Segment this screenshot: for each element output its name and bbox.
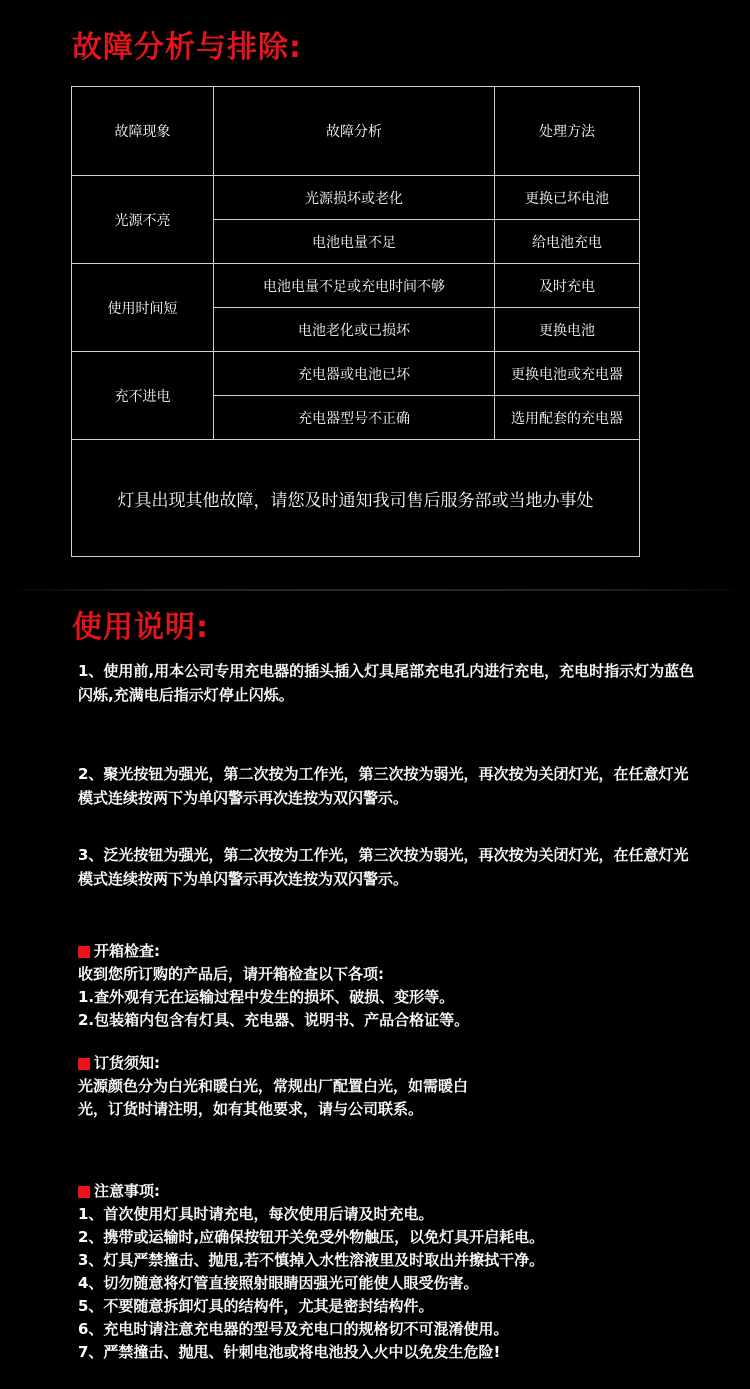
header-method: 处理方法 [495, 87, 640, 176]
symptom-cell: 光源不亮 [72, 176, 214, 264]
table-footer-row [72, 440, 640, 557]
table-row [72, 352, 640, 396]
analysis-cell: 电池电量不足或充电时间不够 [214, 264, 495, 308]
unboxing-title: 开箱检查: [94, 942, 160, 960]
symptom-cell: 使用时间短 [72, 264, 214, 352]
red-square-bullet-icon [78, 1186, 90, 1198]
method-cell: 选用配套的充电器 [495, 396, 640, 440]
notes-line: 1、首次使用灯具时请充电，每次使用后请及时充电。 [78, 1205, 434, 1223]
table-footer-note: 灯具出现其他故障，请您及时通知我司售后服务部或当地办事处 [72, 440, 640, 557]
ordering-block [78, 1052, 698, 1121]
usage-paragraph-2: 2、聚光按钮为强光，第二次按为工作光，第三次按为弱光，再次按为关闭灯光，在任意灯光模式连续按两下为单闪警示再次连按为双闪警示。 [78, 765, 689, 807]
ordering-title: 订货须知: [94, 1054, 160, 1072]
method-cell: 更换电池或充电器 [495, 352, 640, 396]
symptom-cell: 充不进电 [72, 352, 214, 440]
usage-section-title: 使用说明: [72, 610, 209, 645]
notes-line: 6、充电时请注意充电器的型号及充电口的规格切不可混淆使用。 [78, 1320, 509, 1338]
method-cell: 更换已坏电池 [495, 176, 640, 220]
notes-line: 7、严禁撞击、抛甩、针刺电池或将电池投入火中以免发生危险! [78, 1343, 501, 1361]
notes-line: 3、灯具严禁撞击、抛甩,若不慎掉入水性溶液里及时取出并擦拭干净。 [78, 1251, 545, 1269]
unboxing-block [78, 940, 698, 1032]
header-analysis: 故障分析 [214, 87, 495, 176]
fault-table [71, 86, 640, 557]
red-square-bullet-icon [78, 946, 90, 958]
unboxing-line: 2.包装箱内包含有灯具、充电器、说明书、产品合格证等。 [78, 1011, 470, 1029]
analysis-cell: 电池电量不足 [214, 220, 495, 264]
fault-section-title: 故障分析与排除: [72, 30, 302, 65]
method-cell: 给电池充电 [495, 220, 640, 264]
usage-paragraph-3: 3、泛光按钮为强光，第二次按为工作光，第三次按为弱光，再次按为关闭灯光，在任意灯光模式连续按两下为单闪警示再次连按为双闪警示。 [78, 846, 689, 888]
red-square-bullet-icon [78, 1058, 90, 1070]
notes-line: 2、携带或运输时,应确保按钮开关免受外物触压，以免灯具开启耗电。 [78, 1228, 545, 1246]
analysis-cell: 充电器或电池已坏 [214, 352, 495, 396]
notes-line: 4、切勿随意将灯管直接照射眼睛因强光可能使人眼受伤害。 [78, 1274, 479, 1292]
section-divider [0, 589, 750, 591]
unboxing-line: 1.查外观有无在运输过程中发生的损坏、破损、变形等。 [78, 988, 455, 1006]
table-row [72, 176, 640, 220]
unboxing-line: 收到您所订购的产品后，请开箱检查以下各项: [78, 965, 385, 983]
analysis-cell: 电池老化或已损坏 [214, 308, 495, 352]
method-cell: 及时充电 [495, 264, 640, 308]
ordering-line: 光，订货时请注明，如有其他要求，请与公司联系。 [78, 1100, 424, 1118]
header-symptom: 故障现象 [72, 87, 214, 176]
notes-block [78, 1180, 698, 1364]
analysis-cell: 充电器型号不正确 [214, 396, 495, 440]
notes-title: 注意事项: [94, 1182, 160, 1200]
notes-line: 5、不要随意拆卸灯具的结构件，尤其是密封结构件。 [78, 1297, 434, 1315]
method-cell: 更换电池 [495, 308, 640, 352]
ordering-line: 光源颜色分为白光和暖白光，常规出厂配置白光，如需暖白 [78, 1077, 469, 1095]
analysis-cell: 光源损坏或老化 [214, 176, 495, 220]
table-header-row [72, 87, 640, 176]
usage-paragraph-1: 1、使用前,用本公司专用充电器的插头插入灯具尾部充电孔内进行充电，充电时指示灯为蓝色闪烁,充满电后指示灯停止闪烁。 [78, 662, 695, 704]
table-row [72, 264, 640, 308]
